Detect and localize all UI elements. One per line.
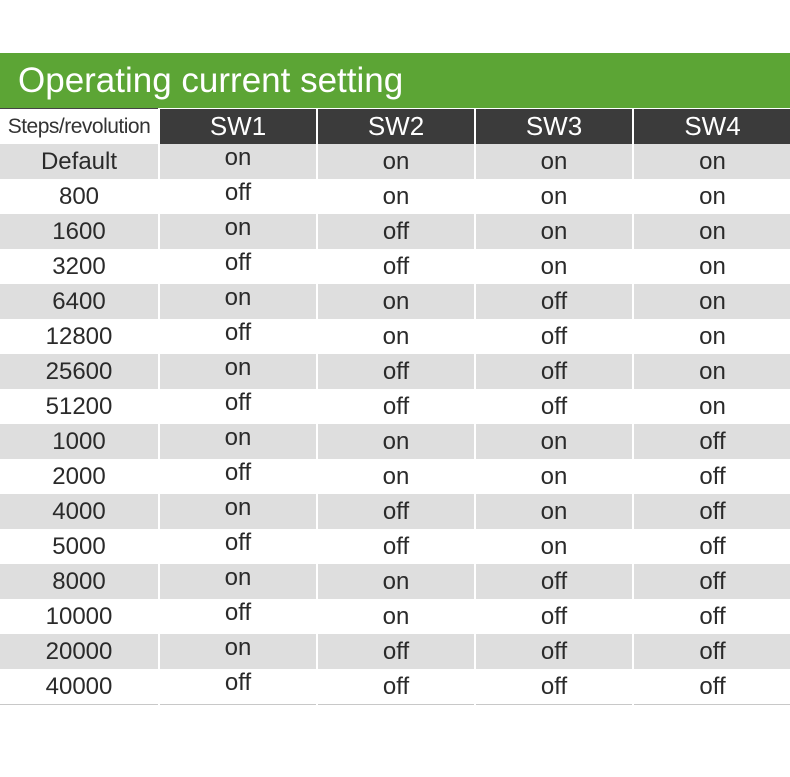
table-row [0, 564, 790, 599]
cell-sw1: off [159, 669, 317, 705]
cell-sw3: on [475, 214, 633, 249]
cell-sw1: off [159, 389, 317, 424]
table-row [0, 144, 790, 179]
table-body [0, 144, 790, 705]
cell-sw4: on [633, 354, 790, 389]
cell-sw1: on [159, 354, 317, 389]
cell-sw3: on [475, 494, 633, 529]
cell-sw1: off [159, 179, 317, 214]
cell-steps: 8000 [0, 564, 159, 599]
cell-sw3: on [475, 424, 633, 459]
cell-sw2: on [317, 564, 475, 599]
cell-sw3: off [475, 599, 633, 634]
cell-sw4: on [633, 144, 790, 179]
cell-sw4: on [633, 319, 790, 354]
cell-sw4: off [633, 424, 790, 459]
table-row [0, 459, 790, 494]
cell-sw1: on [159, 494, 317, 529]
cell-sw3: on [475, 529, 633, 564]
table-row [0, 599, 790, 634]
cell-steps: 1000 [0, 424, 159, 459]
header-sw2: SW2 [317, 109, 475, 145]
cell-sw3: off [475, 284, 633, 319]
cell-sw3: on [475, 179, 633, 214]
cell-sw2: on [317, 179, 475, 214]
cell-sw1: off [159, 249, 317, 284]
header-sw4: SW4 [633, 109, 790, 145]
table-header [0, 109, 790, 145]
cell-sw4: on [633, 249, 790, 284]
table-row [0, 249, 790, 284]
cell-sw1: on [159, 424, 317, 459]
table-row [0, 319, 790, 354]
cell-sw2: off [317, 529, 475, 564]
cell-steps: 4000 [0, 494, 159, 529]
table-row [0, 424, 790, 459]
cell-steps: 6400 [0, 284, 159, 319]
cell-steps: 800 [0, 179, 159, 214]
cell-steps: Default [0, 144, 159, 179]
cell-sw2: off [317, 389, 475, 424]
table-row [0, 669, 790, 705]
table-row [0, 389, 790, 424]
cell-sw4: off [633, 459, 790, 494]
header-sw1: SW1 [159, 109, 317, 145]
cell-sw4: off [633, 669, 790, 705]
table-row [0, 634, 790, 669]
cell-steps: 10000 [0, 599, 159, 634]
table-row [0, 214, 790, 249]
cell-sw2: off [317, 214, 475, 249]
cell-sw4: on [633, 284, 790, 319]
table-row [0, 284, 790, 319]
cell-steps: 5000 [0, 529, 159, 564]
table-row [0, 354, 790, 389]
cell-sw1: off [159, 529, 317, 564]
cell-sw1: on [159, 564, 317, 599]
cell-sw2: on [317, 144, 475, 179]
cell-sw4: off [633, 599, 790, 634]
cell-sw2: on [317, 284, 475, 319]
table-row [0, 179, 790, 214]
cell-steps: 25600 [0, 354, 159, 389]
cell-sw2: on [317, 424, 475, 459]
cell-sw2: off [317, 494, 475, 529]
page-title: Operating current setting [0, 53, 790, 108]
cell-sw3: on [475, 249, 633, 284]
cell-sw3: off [475, 319, 633, 354]
cell-sw3: off [475, 634, 633, 669]
header-steps-revolution: Steps/revolution [0, 109, 159, 145]
dip-switch-table [0, 108, 790, 705]
table-row [0, 529, 790, 564]
cell-steps: 3200 [0, 249, 159, 284]
cell-sw3: on [475, 459, 633, 494]
header-sw3: SW3 [475, 109, 633, 145]
cell-sw2: on [317, 459, 475, 494]
cell-sw1: on [159, 634, 317, 669]
cell-steps: 40000 [0, 669, 159, 705]
cell-sw2: off [317, 634, 475, 669]
cell-sw2: off [317, 249, 475, 284]
cell-sw1: off [159, 599, 317, 634]
cell-sw2: on [317, 599, 475, 634]
cell-steps: 1600 [0, 214, 159, 249]
table-row [0, 494, 790, 529]
cell-sw4: off [633, 494, 790, 529]
cell-sw4: off [633, 529, 790, 564]
cell-sw3: off [475, 564, 633, 599]
cell-sw1: off [159, 319, 317, 354]
cell-sw1: on [159, 144, 317, 179]
cell-sw2: off [317, 669, 475, 705]
cell-sw4: on [633, 214, 790, 249]
cell-sw3: on [475, 144, 633, 179]
cell-sw3: off [475, 669, 633, 705]
cell-steps: 51200 [0, 389, 159, 424]
cell-sw2: on [317, 319, 475, 354]
cell-sw4: on [633, 179, 790, 214]
cell-steps: 20000 [0, 634, 159, 669]
cell-sw1: on [159, 284, 317, 319]
cell-sw3: off [475, 354, 633, 389]
cell-sw2: off [317, 354, 475, 389]
cell-sw1: off [159, 459, 317, 494]
cell-sw3: off [475, 389, 633, 424]
cell-sw4: off [633, 634, 790, 669]
cell-sw4: on [633, 389, 790, 424]
cell-sw4: off [633, 564, 790, 599]
cell-steps: 2000 [0, 459, 159, 494]
cell-steps: 12800 [0, 319, 159, 354]
cell-sw1: on [159, 214, 317, 249]
header-row [0, 109, 790, 145]
